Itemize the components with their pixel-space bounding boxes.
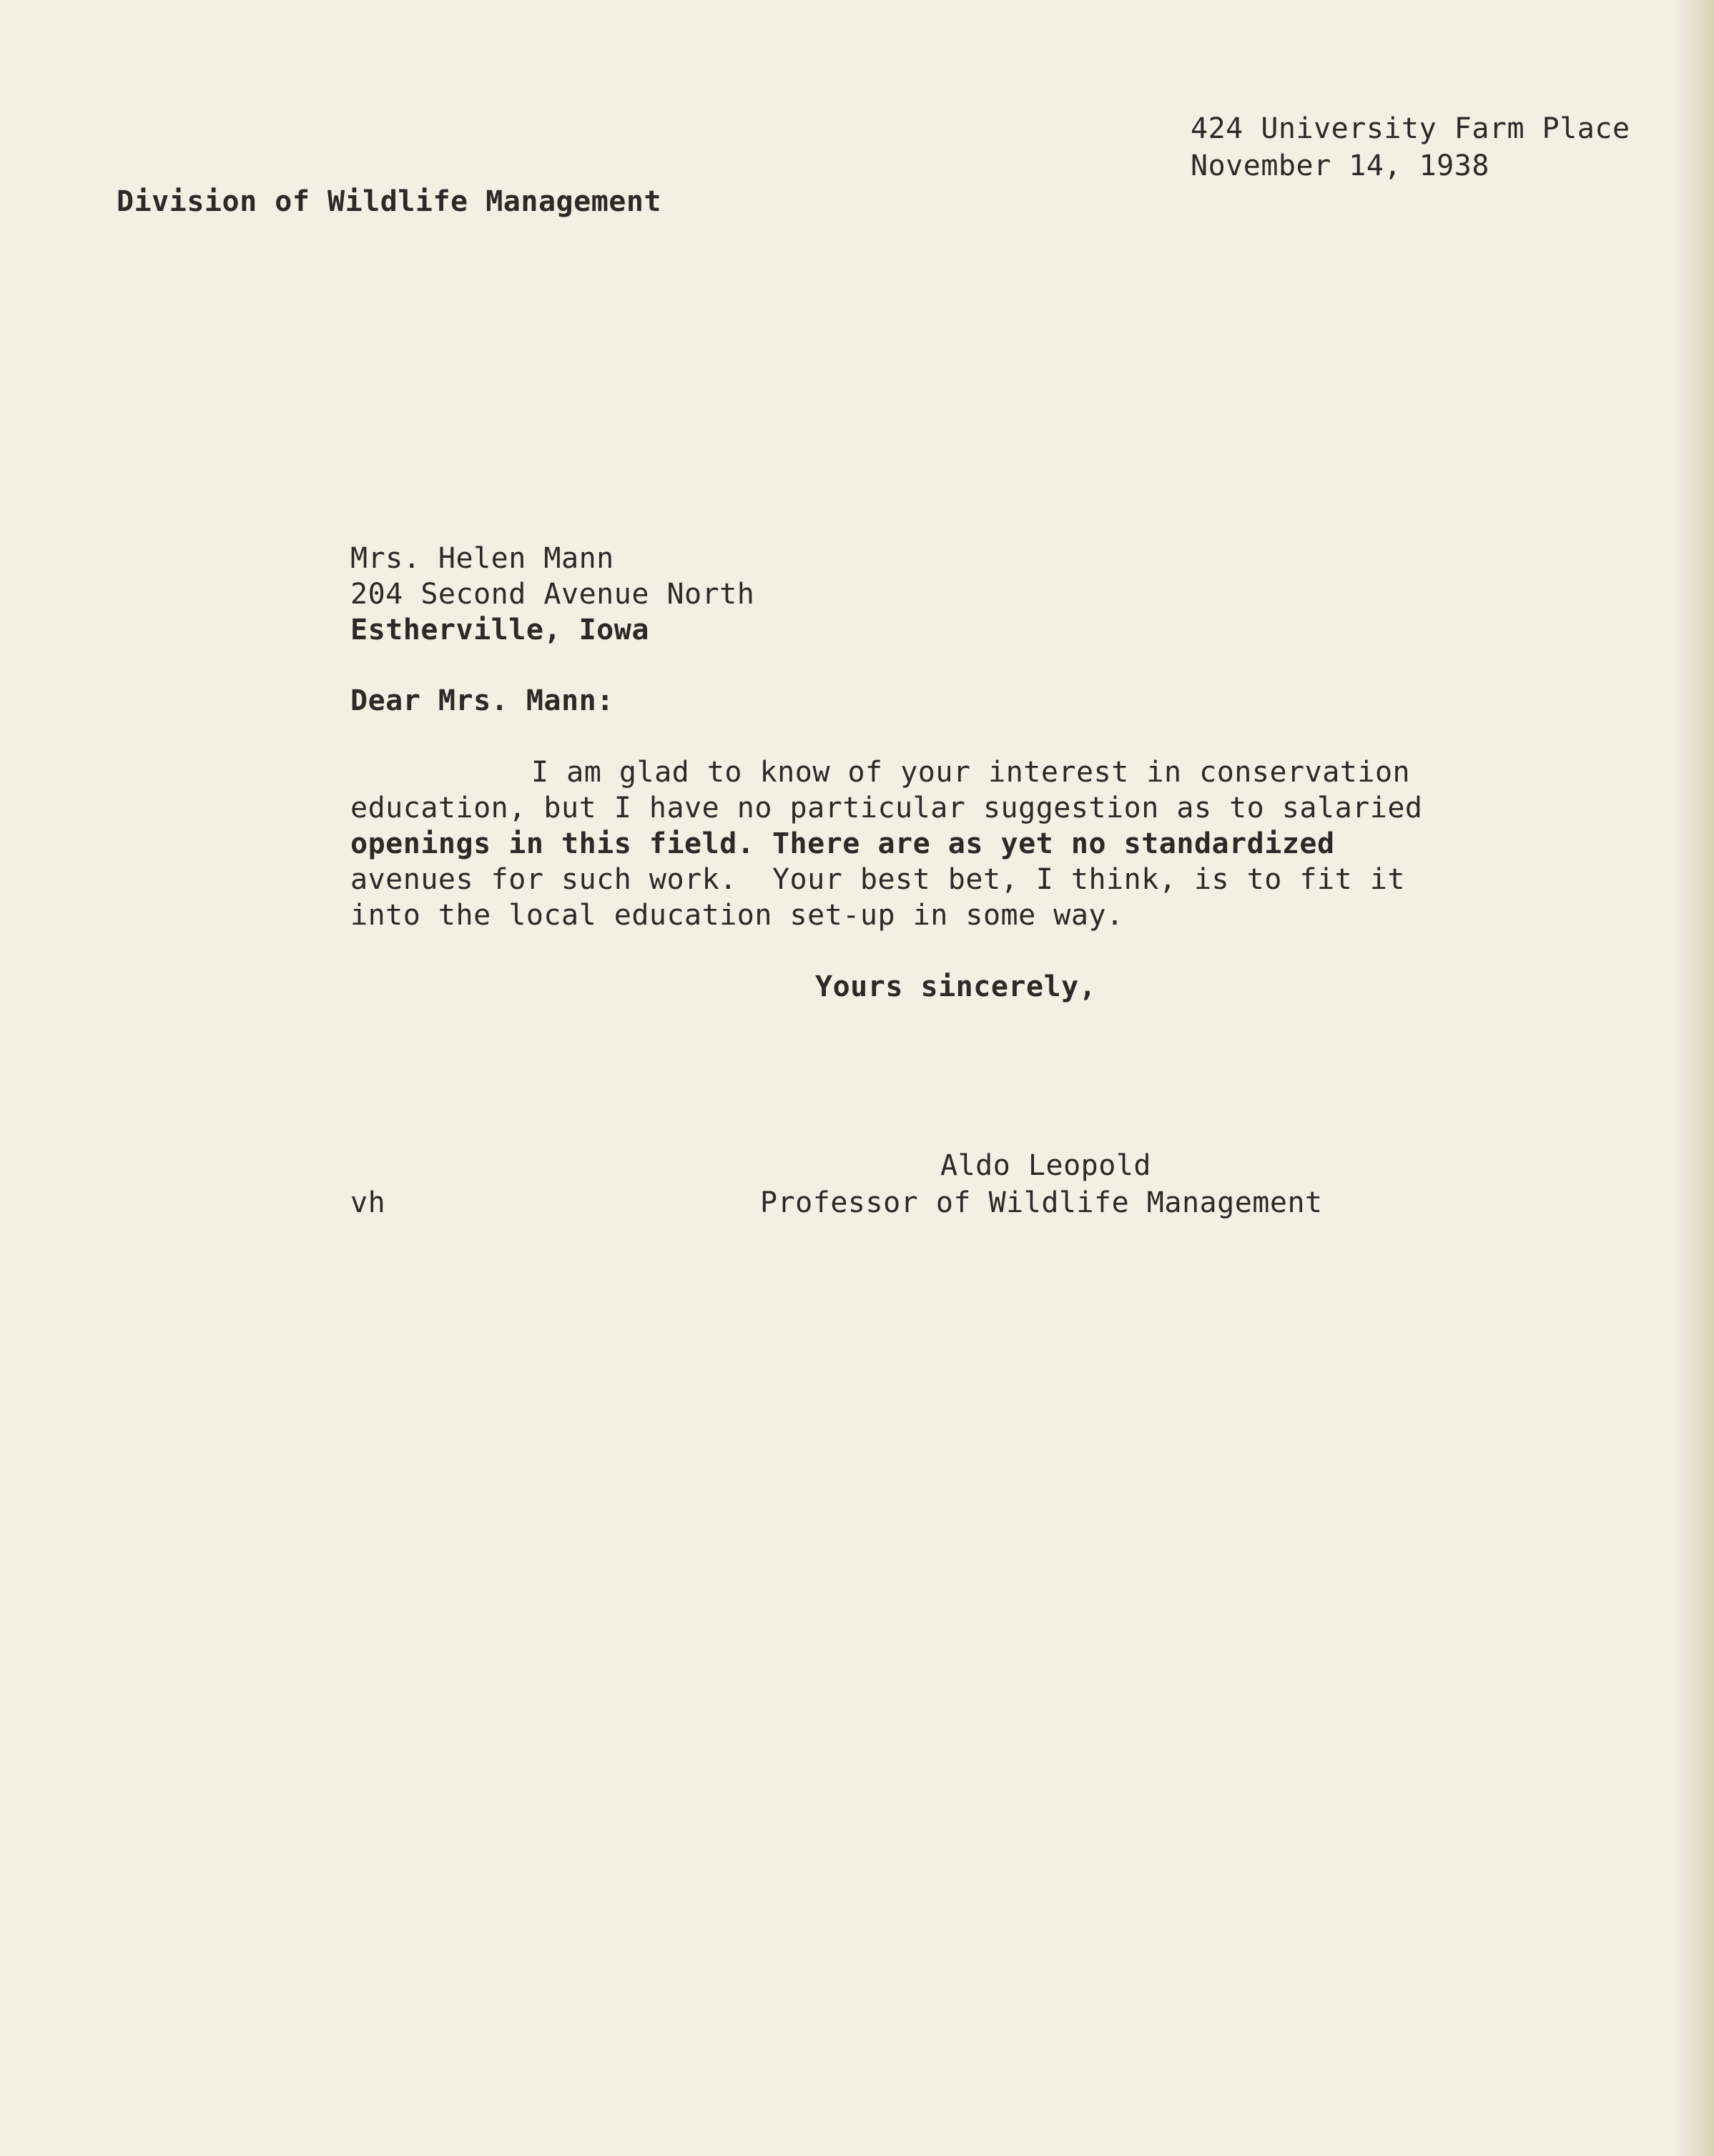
body-line: education, but I have no particular suggestion as to salaried <box>350 792 1423 825</box>
closing: Yours sincerely, <box>815 970 1097 1003</box>
recipient-line: 204 Second Avenue North <box>350 578 755 611</box>
body-line: I am glad to know of your interest in conservation <box>531 756 1411 789</box>
paper-edge-shadow <box>1671 0 1714 2156</box>
body-line: avenues for such work. Your best bet, I think, is to fit it <box>350 863 1405 896</box>
typist-initials: vh <box>350 1186 386 1219</box>
body-line: openings in this field. There are as yet no standardized <box>350 827 1335 860</box>
letter-body <box>350 754 1423 933</box>
recipient-line: Estherville, Iowa <box>350 614 649 646</box>
signature-name: Aldo Leopold <box>940 1149 1151 1182</box>
body-line: into the local education set-up in some way. <box>350 899 1124 932</box>
signature-title: Professor of Wildlife Management <box>760 1186 1323 1219</box>
division-heading: Division of Wildlife Management <box>117 185 662 218</box>
sender-address: 424 University Farm Place <box>1191 112 1630 145</box>
recipient-line: Mrs. Helen Mann <box>350 542 614 575</box>
salutation: Dear Mrs. Mann: <box>350 684 614 717</box>
recipient-address <box>350 541 754 648</box>
letter-date: November 14, 1938 <box>1191 149 1489 182</box>
